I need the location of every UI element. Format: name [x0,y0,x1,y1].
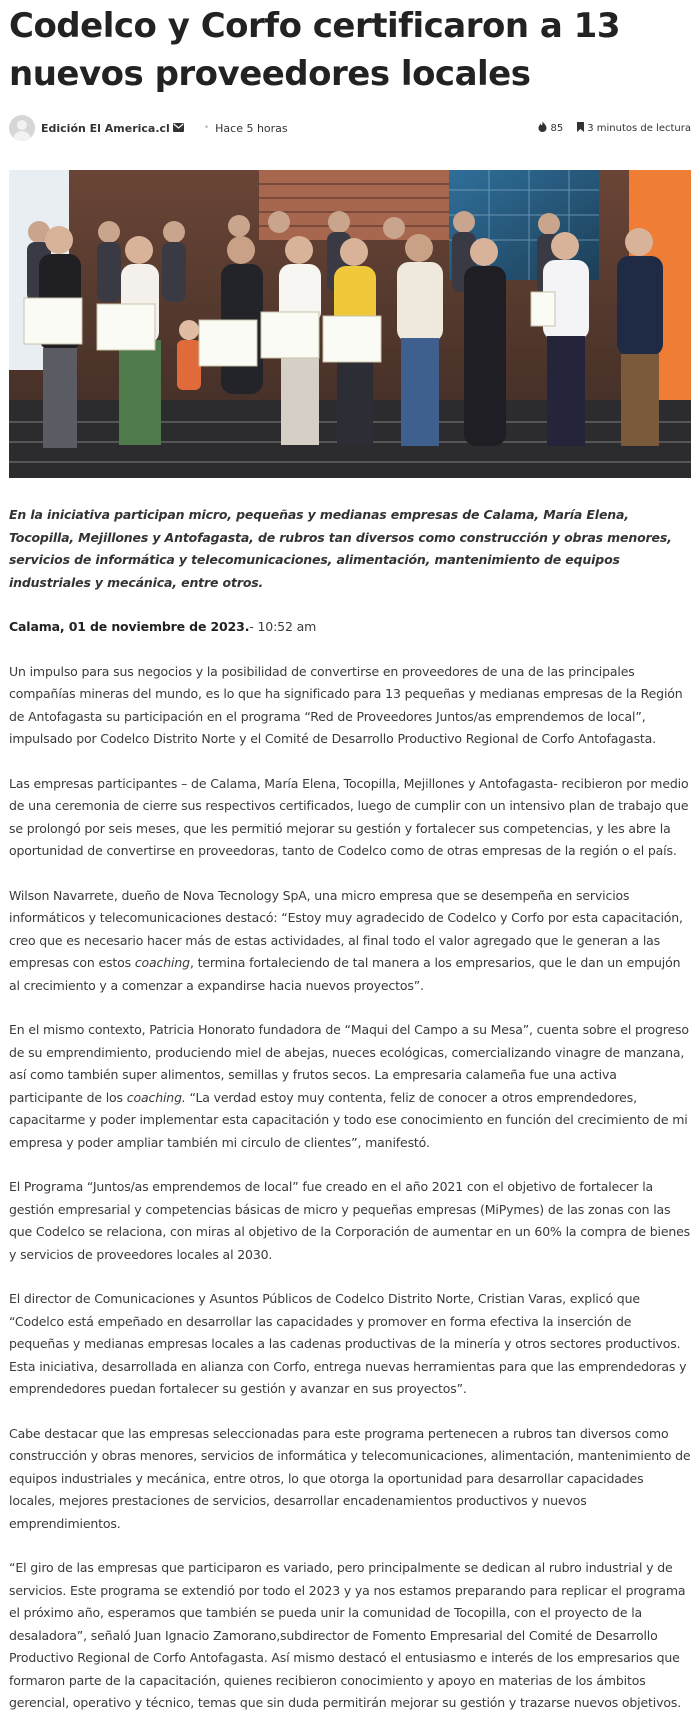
article-dateline [9,616,691,639]
article-stats [538,121,691,135]
paragraph: El director de Comunicaciones y Asuntos Públicos de Codelco Distrito Norte, Cristian Varas, explicó que “Codelco está empeñado en desarrollar las capacidades y promover en forma efectiva la inserción de pequeñas y medianas empresas locales a las cadenas productivas de la minería y otros sectores productivos. Esta iniciativa, desarrollada en alianza con Corfo, entrega nuevas herramientas para que las emprendedoras y emprendedores puedan fortalecer su gestión y avanzar en sus proyectos”. [9,1291,687,1396]
paragraph: Wilson Navarrete, dueño de Nova Tecnology SpA, una micro empresa que se desempeña en servicios informáticos y telecomunicaciones destacó: “Estoy muy agradecido de Codelco y Corfo por esta capacitación, creo que es necesario hacer más de estas actividades, al final todo el valor agregado que le generan a las empresas con estos coaching, termina fortaleciendo de tal manera a los empresarios, que le dan un empujón al crecimiento y a comenzar a expandirse hacia nuevos proyectos”. [9,887,683,993]
paragraph: Las empresas participantes – de Calama, María Elena, Tocopilla, Mejillones y Antofagasta- recibieron por medio de una ceremonia de cierre sus respectivos certificados, luego de cumplir con un intensivo plan de trabajo que se prolongó por seis meses, que les permitió mejorar su gestión y fortalecer sus competencias, y les abre la oportunidad de convertirse en proveedoras, tanto de Codelco como de otras empresas de la región o el país. [9,775,689,858]
article-title: Codelco y Corfo certificaron a 13 nuevos proveedores locales [9,6,620,94]
dateline-date: Calama, 01 de noviembre de 2023. [9,619,250,634]
bookmark-icon [577,122,584,135]
author-link[interactable]: Edición El America.cl [41,121,170,135]
paragraph: “El giro de las empresas que participaron es variado, pero principalmente se dedican al rubro industrial y de servicios. Este programa se extendió por todo el 2023 y ya nos estamos preparando para replicar el programa el próximo año, esperamos que también se pueda unir la comunidad de Tocopilla, con el proyecto de la desaladora”, señaló Juan Ignacio Zamorano,subdirector de Fomento Empresarial del Comité de Desarrollo Productivo Regional de Corfo Antofagasta. Así mismo destacó el entusiasmo e interés de los empresarios que formaron parte de la capacitación, quienes recibieron conocimiento y apoyo en materias de los ámbitos gerencial, operativo y técnico, temas que sin duda permitirán mejorar su gestión y trazarse nuevos objetivos. [9,1560,686,1710]
user-avatar-icon[interactable] [9,115,35,141]
article-meta [9,114,691,142]
paragraph: En el mismo contexto, Patricia Honorato fundadora de “Maqui del Campo a su Mesa”, cuenta sobre el progreso de su emprendimiento, produciendo miel de abejas, nueces ecológicas, comercializando vinagre de manzana, así como también super alimentos, semillas y frutos secos. La empresaria calameña fue una activa participante de los coaching. “La verdad estoy muy contenta, feliz de conocer a otros emprendedores, capacitarme y poder implementar esta capacitación y todo ese conocimiento en función del crecimiento de mi empresa y poder ampliar también mi circulo de clientes”, manifestó. [9,1022,689,1150]
separator-dot: • [203,123,210,133]
post-time: Hace 5 horas [215,121,288,135]
read-time: 3 minutos de lectura [587,122,691,134]
paragraph: Un impulso para sus negocios y la posibilidad de convertirse en proveedores de una de las principales compañías mineras del mundo, es lo que ha significado para 13 pequeñas y medianas empresas de la Región de Antofagasta su participación en el programa “Red de Proveedores Juntos/as emprendemos de local”, impulsado por Codelco Distrito Norte y el Comité de Desarrollo Productivo Regional de Corfo Antofagasta. [9,663,683,746]
flame-icon [538,121,547,135]
paragraph: Cabe destacar que las empresas seleccionadas para este programa pertenecen a rubros tan diversos como construcción y obras menores, servicios de informática y telecomunicaciones, alimentación, mantenimiento de equipos industriales y mecánica, entre otros, lo que otorga la oportunidad para desarrollar capacidades locales, mejores prestaciones de servicios, desarrollar encadenamientos productivos y nuevos emprendimientos. [9,1425,691,1531]
hero-photo [9,170,691,478]
article-lead: En la iniciativa participan micro, pequeñas y medianas empresas de Calama, María Elena, Tocopilla, Mejillones y Antofagasta, de rubros tan diversos como construcción y obras menores, servicios de informática y telecomunicaciones, alimentación, mantenimiento de equipos industriales y mecánica, entre otros. [9,507,672,590]
envelope-icon[interactable] [173,122,184,135]
dateline-time: - 10:52 am [249,619,317,634]
view-count: 85 [550,122,564,134]
paragraph: El Programa “Juntos/as emprendemos de local” fue creado en el año 2021 con el objetivo de fortalecer la gestión empresarial y competencias básicas de micro y pequeñas empresas (MiPymes) de las zonas con las que Codelco se relaciona, con miras al objetivo de la Corporación de aumentar en un 60% la compra de bienes y servicios de proveedores locales al 2030. [9,1179,691,1262]
